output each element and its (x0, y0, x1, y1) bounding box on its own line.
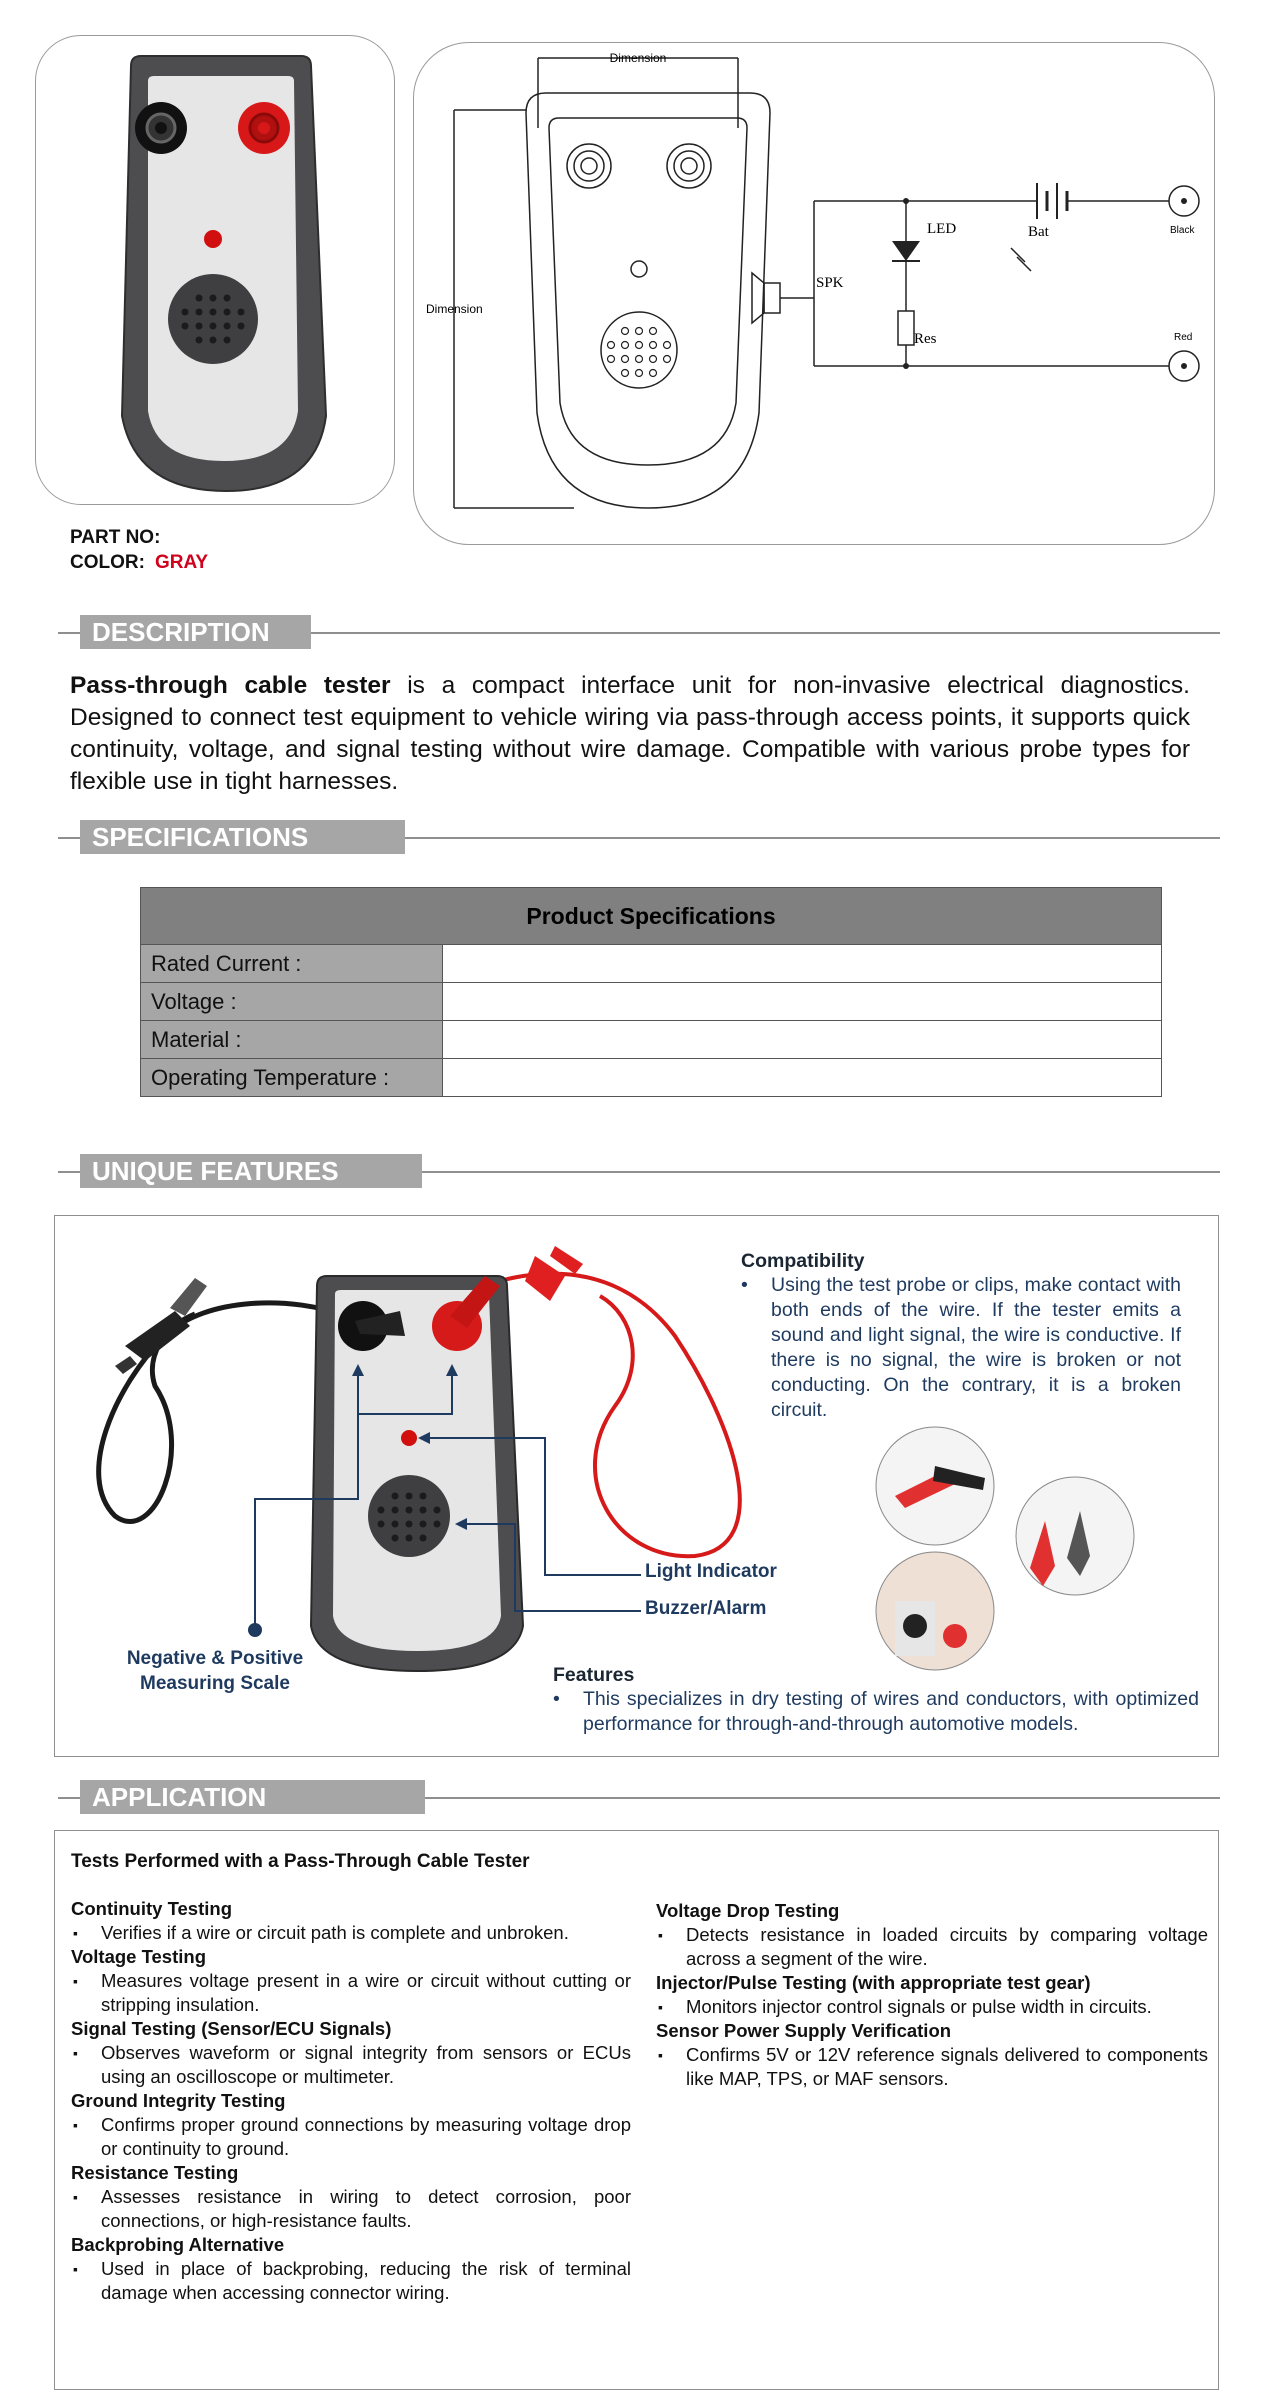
black-terminal-label: Black (1170, 225, 1195, 236)
application-left-column (71, 1897, 631, 2305)
spec-label: Voltage : (141, 983, 443, 1021)
test-heading: Injector/Pulse Testing (with appropriate test gear) (656, 1972, 1091, 1993)
table-row (141, 1059, 1162, 1097)
features-title: Features (553, 1664, 635, 1686)
description-lead: Pass-through cable tester (70, 672, 391, 699)
bullet-glyph: • (741, 1274, 748, 1296)
list-item (71, 1897, 631, 1945)
application-header: APPLICATION (80, 1780, 425, 1814)
color-value: GRAY (154, 552, 209, 573)
part-no: PART NO: (70, 527, 161, 548)
test-heading: Ground Integrity Testing (71, 2090, 286, 2111)
buzzer-callout: Buzzer/Alarm (645, 1598, 767, 1619)
list-item (71, 2089, 631, 2161)
test-heading: Resistance Testing (71, 2162, 239, 2183)
test-text: Verifies if a wire or circuit path is complete and unbroken. (101, 1922, 569, 1943)
spec-value (443, 1059, 1162, 1097)
speaker-grille (168, 274, 258, 364)
compatibility-text: Using the test probe or clips, make contact with both ends of the wire. If the tester emits a sound and light signal, the wire is conductive. If there is no signal, the wire is broken or not conducting. On the contrary, it is a broken circuit. (771, 1274, 1181, 1421)
test-text: Detects resistance in loaded circuits by comparing voltage across a segment of the wire. (686, 1924, 1208, 1969)
resistor-label: Res (914, 331, 937, 347)
test-text: Used in place of backprobing, reducing the risk of terminal damage when accessing connector wiring. (101, 2258, 631, 2303)
features-bullet (553, 1687, 1199, 1737)
compatibility-block (741, 1250, 1181, 1423)
schematic-drawing (414, 43, 1216, 546)
light-indicator-callout: Light Indicator (645, 1561, 777, 1582)
test-heading: Voltage Testing (71, 1946, 206, 1967)
table-row (141, 1021, 1162, 1059)
tester-photo (36, 36, 396, 506)
application-title: Tests Performed with a Pass-Through Cable Tester (71, 1851, 530, 1872)
features-box (54, 1215, 1219, 1757)
features-block (553, 1664, 1199, 1737)
test-heading: Sensor Power Supply Verification (656, 2020, 952, 2041)
test-heading: Signal Testing (Sensor/ECU Signals) (71, 2018, 392, 2039)
spec-table (140, 887, 1162, 1097)
bullet-glyph: ▪ (73, 1925, 78, 1941)
list-item (71, 2017, 631, 2089)
bullet-glyph: ▪ (658, 2047, 663, 2063)
bullet-glyph: • (553, 1688, 560, 1710)
battery-label: Bat (1028, 224, 1049, 240)
table-row (141, 983, 1162, 1021)
application-box (54, 1830, 1219, 2390)
spec-label: Rated Current : (141, 945, 443, 983)
product-photo-panel (35, 35, 395, 505)
test-heading: Voltage Drop Testing (656, 1900, 840, 1921)
test-text: Measures voltage present in a wire or circuit without cutting or stripping insulation. (101, 1970, 631, 2015)
test-text: Confirms proper ground connections by measuring voltage drop or continuity to ground. (101, 2114, 631, 2159)
description-text (70, 670, 1190, 798)
measuring-scale-line1: Negative & Positive (126, 1648, 304, 1669)
probe-detail-photos (875, 1426, 1155, 1676)
led-label: LED (927, 221, 957, 237)
description-body: is a compact interface unit for non-invasive electrical diagnostics. Designed to connect test equipment to vehicle wiring via pass-through access points, it supports quick continuity, voltage, and signal testing without wire damage. Compatible with various probe types for flexible use in tight harnesses. (70, 672, 1190, 795)
test-text: Assesses resistance in wiring to detect corrosion, poor connections, or high-resistance faults. (101, 2186, 631, 2231)
measuring-scale-line2: Measuring Scale (140, 1673, 290, 1694)
led-dot (204, 230, 222, 248)
compatibility-title: Compatibility (741, 1250, 865, 1272)
bullet-glyph: ▪ (73, 2261, 78, 2277)
bullet-glyph: ▪ (73, 1973, 78, 1989)
table-row (141, 945, 1162, 983)
speaker-label: SPK (816, 275, 844, 291)
bullet-glyph: ▪ (658, 1999, 663, 2015)
test-heading: Continuity Testing (71, 1898, 232, 1919)
measuring-scale-callout (95, 1646, 335, 1696)
list-item (71, 2233, 631, 2305)
features-header: UNIQUE FEATURES (80, 1154, 422, 1188)
dimension-left-label: Dimension (426, 302, 483, 316)
part-info (70, 525, 208, 575)
bullet-glyph: ▪ (658, 1927, 663, 1943)
application-right-column (656, 1899, 1208, 2091)
compatibility-bullet (741, 1273, 1181, 1423)
list-item (656, 1971, 1208, 2019)
bullet-glyph: ▪ (73, 2117, 78, 2133)
list-item (71, 1945, 631, 2017)
description-header: DESCRIPTION (80, 615, 311, 649)
spec-table-title: Product Specifications (141, 888, 1162, 945)
dimension-top-label: Dimension (609, 51, 667, 65)
list-item (656, 1899, 1208, 1971)
spec-label: Material : (141, 1021, 443, 1059)
color-row: COLOR: GRAY (70, 552, 209, 573)
test-text: Confirms 5V or 12V reference signals delivered to components like MAP, TPS, or MAF sensors. (686, 2044, 1208, 2089)
spec-value (443, 1021, 1162, 1059)
bullet-glyph: ▪ (73, 2189, 78, 2205)
test-heading: Backprobing Alternative (71, 2234, 285, 2255)
technical-drawing-panel (413, 42, 1215, 545)
spec-value (443, 983, 1162, 1021)
specifications-header: SPECIFICATIONS (80, 820, 405, 854)
test-text: Monitors injector control signals or pulse width in circuits. (686, 1996, 1152, 2017)
list-item (71, 2161, 631, 2233)
features-text: This specializes in dry testing of wires and conductors, with optimized performance for through-and-through automotive models. (583, 1688, 1199, 1735)
bullet-glyph: ▪ (73, 2045, 78, 2061)
spec-label: Operating Temperature : (141, 1059, 443, 1097)
list-item (656, 2019, 1208, 2091)
test-text: Observes waveform or signal integrity from sensors or ECUs using an oscilloscope or multimeter. (101, 2042, 631, 2087)
spec-value (443, 945, 1162, 983)
red-terminal-label: Red (1174, 332, 1193, 343)
